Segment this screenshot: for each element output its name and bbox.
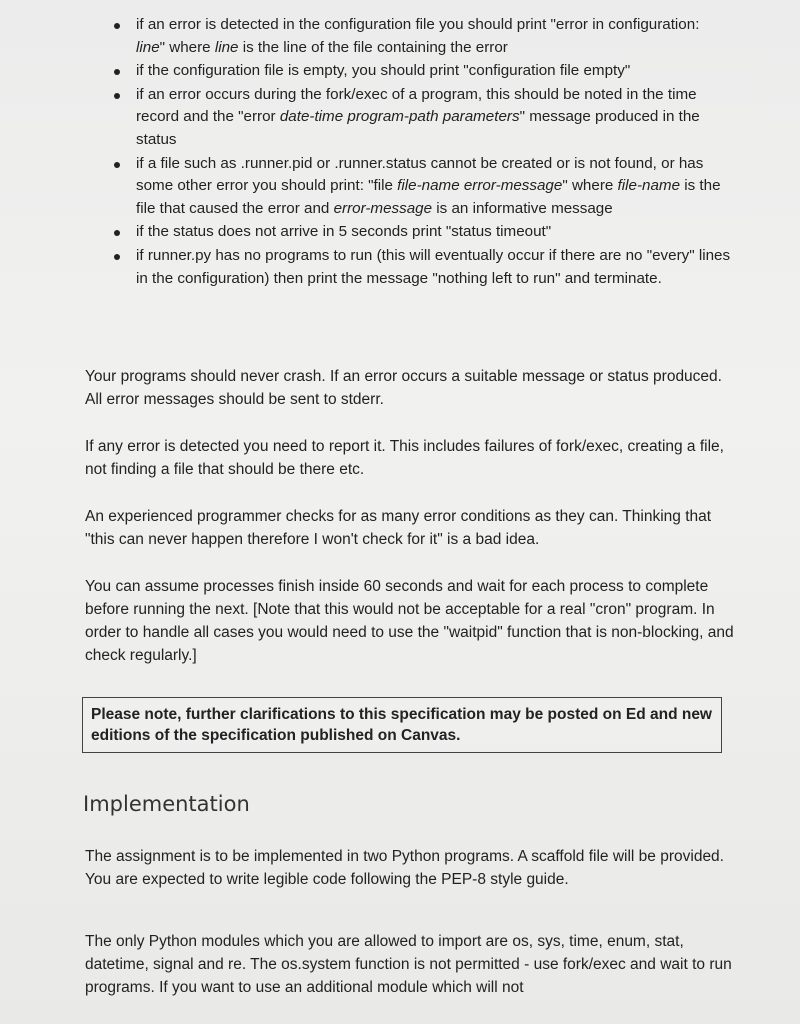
paragraph-report-errors: If any error is detected you need to report it. This includes failures of fork/exec, creating a file, not finding a file that should be there etc.: [85, 438, 724, 478]
paragraph-never-crash: Your programs should never crash. If an error occurs a suitable message or status produced. All error messages should be sent to stderr.: [85, 368, 722, 408]
error-bullet-list: [112, 14, 732, 291]
list-item: if an error is detected in the configuration file you should print "error in configuration: line" where line is the line of the file containing the error: [112, 14, 732, 59]
list-item: if the configuration file is empty, you should print "configuration file empty": [112, 60, 732, 83]
list-item: if the status does not arrive in 5 seconds print "status timeout": [112, 221, 732, 244]
paragraph-experienced-programmer: An experienced programmer checks for as many error conditions as they can. Thinking that "this can never happen therefore I won't check for it" is a bad idea.: [85, 508, 712, 548]
list-item: if runner.py has no programs to run (this will eventually occur if there are no "every" lines in the configuration) then print the message "nothing left to run" and terminate.: [112, 245, 732, 290]
paragraph-assume-finish: You can assume processes finish inside 60 seconds and wait for each process to complete before running the next. [Note that this would not be acceptable for a real "cron" program. In order to handle all cases you would need to use the "waitpid" function that is non-blocking, and check regularly.]: [85, 578, 734, 664]
section-heading: Implementation: [83, 792, 250, 816]
clarification-note-box: Please note, further clarifications to this specification may be posted on Ed and new editions of the specification published on Canvas.: [82, 697, 722, 753]
list-item: if an error occurs during the fork/exec of a program, this should be noted in the time record and the "error date-time program-path parameters" message produced in the status: [112, 84, 732, 152]
paragraph-allowed-modules: The only Python modules which you are allowed to import are os, sys, time, enum, stat, datetime, signal and re. The os.system function is not permitted - use fork/exec and wait to run programs. If you want to use an additional module which will not: [85, 933, 732, 996]
paragraph-two-programs: The assignment is to be implemented in two Python programs. A scaffold file will be provided. You are expected to write legible code following the PEP-8 style guide.: [85, 848, 724, 888]
list-item: if a file such as .runner.pid or .runner.status cannot be created or is not found, or has some other error you should print: "file file-name error-message" where file-name is the file that caused the error and error-message is an informative message: [112, 153, 732, 221]
